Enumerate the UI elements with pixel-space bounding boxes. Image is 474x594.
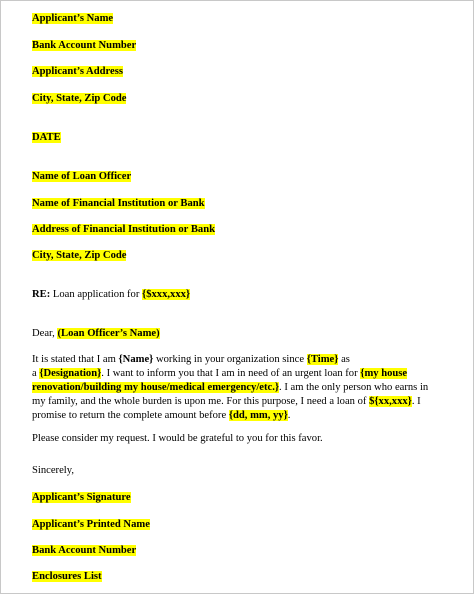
signature-account-text: Bank Account Number	[32, 545, 137, 556]
sender-account-text: Bank Account Number	[32, 40, 137, 51]
body-text: . I want to inform you that I am in need of an urgent loan for	[101, 368, 361, 379]
sender-name	[32, 12, 113, 26]
body-text: my family, and the whole burden is upon me. For this purpose, I need a loan of	[32, 396, 370, 407]
body-text: .	[287, 410, 291, 421]
recipient-institution	[32, 197, 205, 211]
body-due-date-field: {dd, mm, yy}	[228, 410, 288, 421]
body-text: a	[32, 368, 40, 379]
signature-text: Applicant’s Signature	[32, 492, 131, 503]
body-line	[32, 353, 450, 367]
sender-address-text: Applicant’s Address	[32, 66, 123, 77]
recipient-address-text: Address of Financial Institution or Bank	[32, 224, 215, 235]
signature-line	[32, 491, 131, 505]
enclosures-text: Enclosures List	[32, 571, 102, 582]
body-line	[32, 409, 450, 423]
recipient-city	[32, 249, 126, 263]
body-text: It is stated that I am	[32, 354, 119, 365]
sender-city	[32, 92, 126, 106]
subject-line	[32, 288, 190, 302]
body-text: working in your organization since	[153, 354, 307, 365]
sender-address	[32, 65, 123, 79]
greeting-text: Dear,	[32, 328, 58, 339]
body-amount-field: ${xx,xxx}	[369, 396, 412, 407]
body-line	[32, 395, 450, 409]
subject-amount: {$xxx,xxx}	[142, 289, 191, 300]
signature-account-line	[32, 544, 136, 558]
sender-name-text: Applicant’s Name	[32, 13, 114, 24]
body-paragraph	[32, 353, 450, 423]
greeting	[32, 327, 160, 341]
body-reason-field: renovation/building my house/medical emergency/etc.}	[32, 382, 280, 393]
body-line	[32, 381, 450, 395]
letter-date	[32, 131, 61, 145]
enclosures-line	[32, 570, 102, 584]
body-designation-field: {Designation}	[39, 368, 102, 379]
body-time-field: {Time}	[306, 354, 339, 365]
subject-text: Loan application for	[50, 289, 143, 300]
printed-name-line	[32, 518, 150, 532]
recipient-city-text: City, State, Zip Code	[32, 250, 127, 261]
greeting-officer-name: (Loan Officer’s Name)	[57, 328, 160, 339]
recipient-officer	[32, 170, 131, 184]
body-text: as	[338, 354, 350, 365]
letter-date-text: DATE	[32, 132, 61, 143]
recipient-officer-text: Name of Loan Officer	[32, 171, 132, 182]
body-line	[32, 367, 450, 381]
printed-name-text: Applicant’s Printed Name	[32, 519, 150, 530]
body-text: . I	[411, 396, 421, 407]
body-text: . I am the only person who earns in	[279, 382, 429, 393]
closing-request-text: Please consider my request. I would be grateful to you for this favor.	[32, 433, 323, 444]
signoff	[32, 464, 74, 478]
sender-city-text: City, State, Zip Code	[32, 93, 127, 104]
body-name-field: {Name}	[118, 354, 154, 365]
closing-request	[32, 432, 323, 446]
signoff-text: Sincerely,	[32, 465, 74, 476]
recipient-address	[32, 223, 215, 237]
body-reason-field: {my house	[360, 368, 408, 379]
recipient-institution-text: Name of Financial Institution or Bank	[32, 198, 205, 209]
body-text: promise to return the complete amount before	[32, 410, 229, 421]
sender-account	[32, 39, 136, 53]
subject-label: RE:	[32, 289, 51, 300]
